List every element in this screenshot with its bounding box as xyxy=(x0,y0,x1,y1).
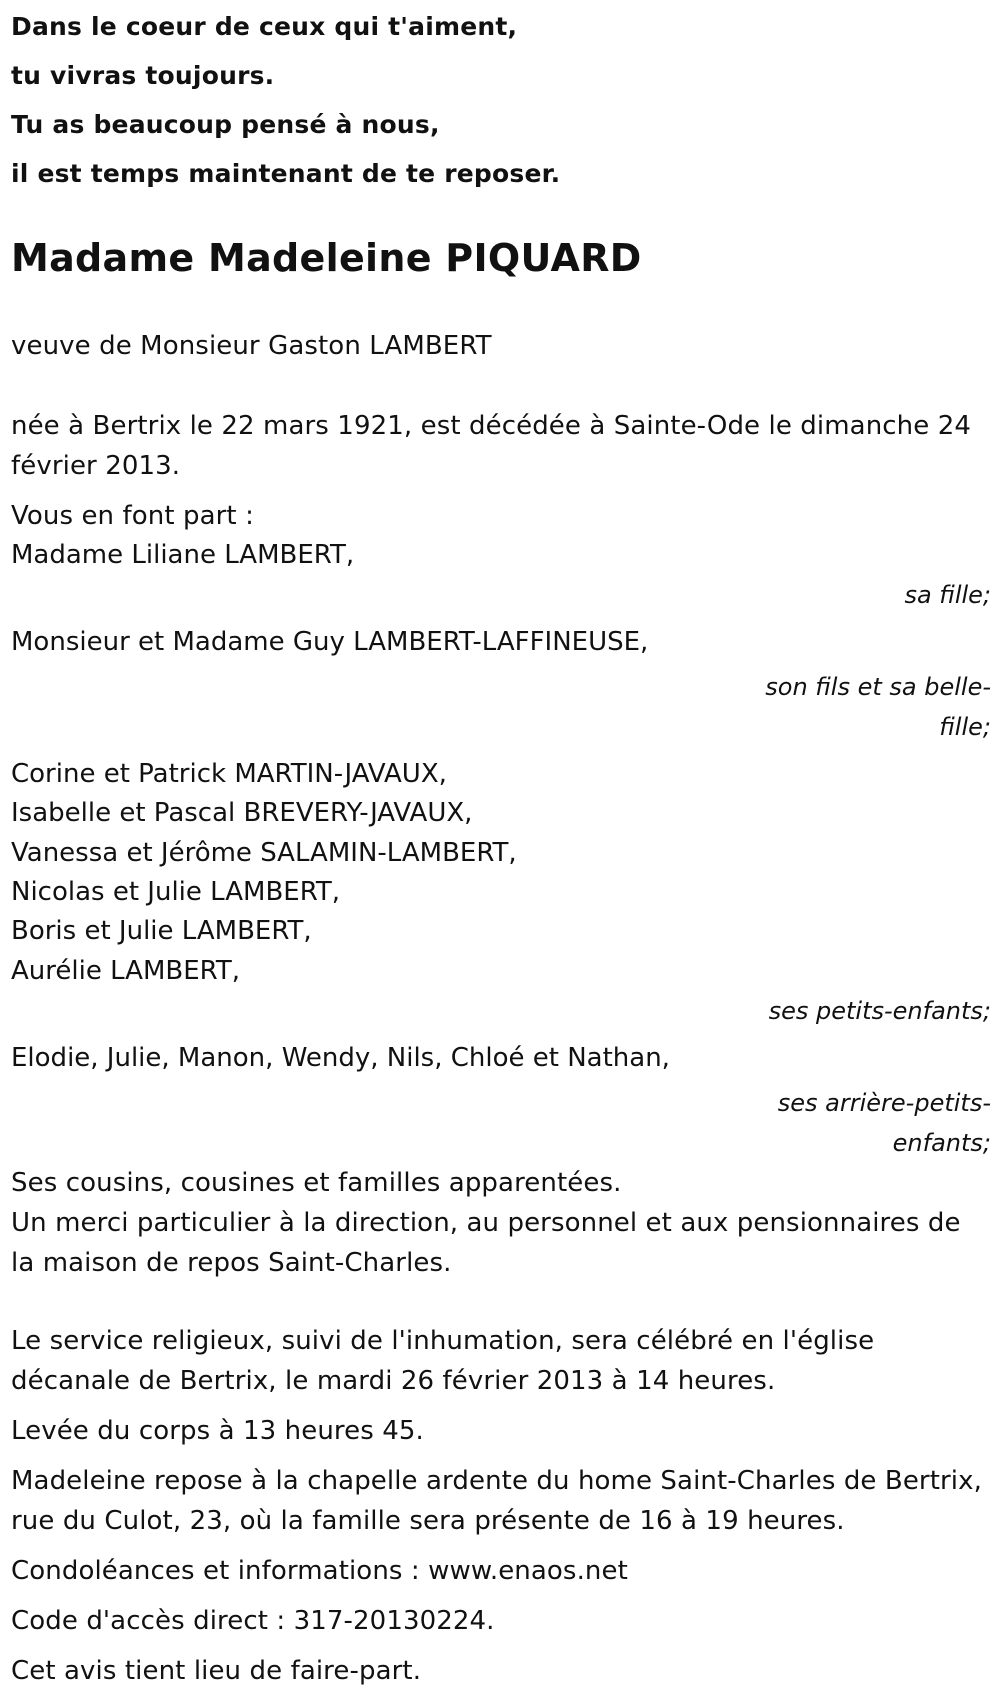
cousins-line: Ses cousins, cousines et familles apparentées. xyxy=(11,1167,622,1198)
condolences-info: Condoléances et informations : www.enaos.net xyxy=(11,1555,628,1586)
family-grandchildren xyxy=(11,755,991,1031)
poem-line: tu vivras toujours. xyxy=(11,61,275,90)
poem-line: il est temps maintenant de te reposer. xyxy=(11,159,561,188)
family-member: Isabelle et Pascal BREVERY-JAVAUX, xyxy=(11,798,473,829)
service-details: Le service religieux, suivi de l'inhumation, sera célébré en l'église décanale de Bertrix, le mardi 26 février 2013 à 14 heures. xyxy=(11,1325,875,1396)
family-daughter xyxy=(11,536,991,615)
family-member: Corine et Patrick MARTIN-JAVAUX, xyxy=(11,758,447,789)
family-member: Monsieur et Madame Guy LAMBERT-LAFFINEUSE, xyxy=(11,627,649,658)
closing-note: Cet avis tient lieu de faire-part. xyxy=(11,1655,422,1686)
poem xyxy=(11,2,991,198)
announce-intro: Vous en font part : xyxy=(11,501,254,531)
relation-label: ses petits-enfants; xyxy=(768,997,991,1026)
birth-death-details: née à Bertrix le 22 mars 1921, est décédée à Sainte-Ode le dimanche 24 février 2013. xyxy=(11,411,971,481)
obituary-notice xyxy=(11,0,991,1691)
family-member: Nicolas et Julie LAMBERT, xyxy=(11,877,341,908)
family-member: Madame Liliane LAMBERT, xyxy=(11,540,355,570)
relation-label: sa fille; xyxy=(904,581,991,610)
family-member: Aurélie LAMBERT, xyxy=(11,955,240,986)
family-member: Boris et Julie LAMBERT, xyxy=(11,916,312,947)
widow-of: veuve de Monsieur Gaston LAMBERT xyxy=(11,331,492,361)
thanks-paragraph: Un merci particulier à la direction, au personnel et aux pensionnaires de la maison de repos Saint-Charles. xyxy=(11,1207,961,1278)
relation-label: ses arrière-petits-enfants; xyxy=(777,1088,991,1157)
access-code: Code d'accès direct : 317-20130224. xyxy=(11,1605,495,1636)
family-son xyxy=(11,623,991,746)
family-member: Elodie, Julie, Manon, Wendy, Nils, Chloé et Nathan, xyxy=(11,1043,670,1074)
chapel-details: Madeleine repose à la chapelle ardente du home Saint-Charles de Bertrix, rue du Culot, 23, où la famille sera présente de 16 à 19 heures. xyxy=(11,1465,982,1536)
poem-line: Tu as beaucoup pensé à nous, xyxy=(11,110,440,139)
family-member: Vanessa et Jérôme SALAMIN-LAMBERT, xyxy=(11,837,517,868)
family-great-grandchildren xyxy=(11,1039,991,1162)
deceased-name: Madame Madeleine PIQUARD xyxy=(11,236,642,280)
levee-time: Levée du corps à 13 heures 45. xyxy=(11,1415,424,1446)
poem-line: Dans le coeur de ceux qui t'aiment, xyxy=(11,12,518,41)
relation-label: son fils et sa belle-fille; xyxy=(765,672,991,741)
